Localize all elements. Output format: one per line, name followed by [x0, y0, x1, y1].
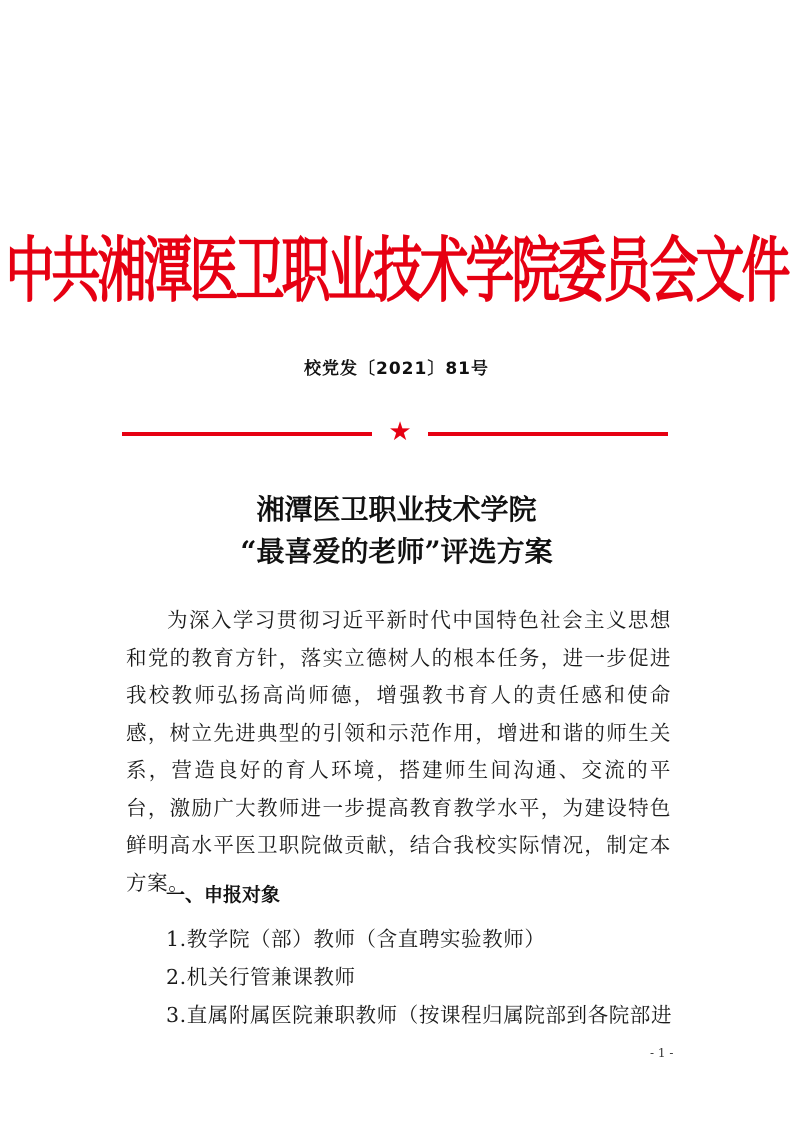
- red-header-title: 中共湘潭医卫职业技术学院委员会文件: [5, 229, 788, 313]
- document-title-line1: 湘潭医卫职业技术学院: [256, 493, 537, 526]
- red-rule-right: [428, 432, 668, 436]
- intro-paragraph: 为深入学习贯彻习近平新时代中国特色社会主义思想和党的教育方针，落实立德树人的根本任务，进一步促进我校教师弘扬高尚师德，增强教书育人的责任感和使命感，树立先进典型的引领和示范作用，增进和谐的师生关系，营造良好的育人环境，搭建师生间沟通、交流的平台，激励广大教师进一步提高教育教学水平，为建设特色鲜明高水平医卫职院做贡献，结合我校实际情况，制定本方案。: [126, 608, 671, 895]
- list-item: 2.机关行管兼课教师: [166, 965, 356, 989]
- red-rule-left: [122, 432, 372, 436]
- list-item: 3.直属附属医院兼职教师（按课程归属院部到各院部进: [166, 1003, 673, 1027]
- document-title-line2: “最喜爱的老师”评选方案: [240, 535, 553, 568]
- list-item: 1.教学院（部）教师（含直聘实验教师）: [166, 927, 546, 951]
- red-star-icon: ★: [388, 417, 412, 447]
- section-heading: 一、申报对象: [166, 884, 281, 906]
- document-number: 校党发〔2021〕81号: [304, 359, 489, 379]
- page-number: - 1 -: [650, 1046, 674, 1060]
